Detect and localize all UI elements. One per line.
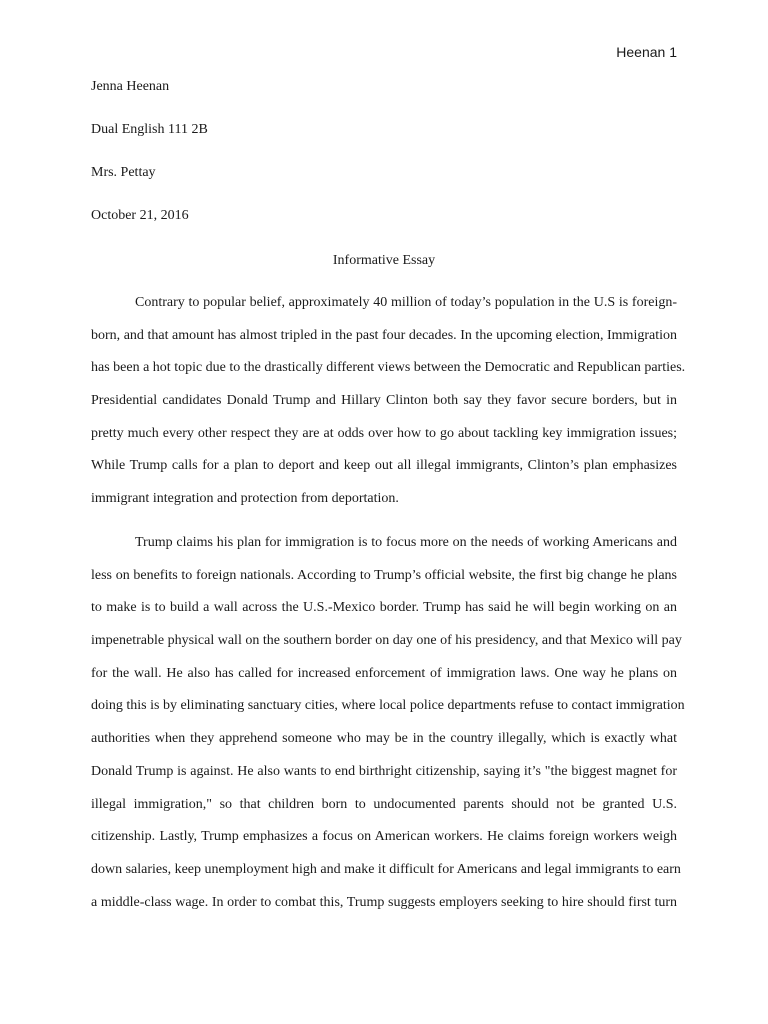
essay-title: Informative Essay xyxy=(332,253,436,268)
paragraph-line: Contrary to popular belief, approximately 40 million of today’s population in the U.S is foreign- xyxy=(135,295,677,310)
paragraph-line: impenetrable physical wall on the southern border on day one of his presidency, and that Mexico will pay xyxy=(91,633,682,649)
paragraph-line: a middle-class wage. In order to combat this, Trump suggests employers seeking to hire should first turn xyxy=(91,894,677,910)
paragraph-line: less on benefits to foreign nationals. According to Trump’s official website, the first big change he plans xyxy=(91,567,677,583)
paragraph-line: to make is to build a wall across the U.S.-Mexico border. Trump has said he will begin working on an xyxy=(91,600,677,616)
paragraph xyxy=(91,293,686,522)
paragraph-line: for the wall. He also has called for increased enforcement of immigration laws. One way he plans on xyxy=(91,665,677,681)
paragraph-line: Presidential candidates Donald Trump and Hillary Clinton both say they favor secure borders, but in xyxy=(91,393,677,409)
author-name: Jenna Heenan xyxy=(91,79,170,94)
paragraph-line: Trump claims his plan for immigration is to focus more on the needs of working Americans and xyxy=(135,535,677,550)
paragraph-line: doing this is by eliminating sanctuary cities, where local police departments refuse to contact immigration xyxy=(91,698,685,714)
paragraph-line: citizenship. Lastly, Trump emphasizes a focus on American workers. He claims foreign workers weigh xyxy=(91,829,677,845)
paragraph-line: pretty much every other respect they are at odds over how to go about tackling key immigration issues; xyxy=(91,425,677,441)
paragraph-line: While Trump calls for a plan to deport and keep out all illegal immigrants, Clinton’s plan emphasizes xyxy=(91,458,677,474)
paragraph-line: authorities when they apprehend someone who may be in the country illegally, which is exactly what xyxy=(91,731,677,747)
instructor-name: Mrs. Pettay xyxy=(91,165,156,180)
running-head: Heenan 1 xyxy=(616,44,677,60)
paragraph-line: has been a hot topic due to the drastically different views between the Democratic and Republican parties. xyxy=(91,360,686,376)
paragraph-line: immigrant integration and protection from deportation. xyxy=(91,491,399,507)
paragraph-line: illegal immigration," so that children born to undocumented parents should not be granted U.S. xyxy=(91,796,677,812)
course-name: Dual English 111 2B xyxy=(91,122,208,137)
essay-date: October 21, 2016 xyxy=(91,208,189,223)
paragraph xyxy=(91,533,685,925)
paragraph-line: Donald Trump is against. He also wants to end birthright citizenship, saying it’s "the biggest magnet for xyxy=(91,763,677,779)
paragraph-line: down salaries, keep unemployment high and make it difficult for Americans and legal immigrants to earn xyxy=(91,861,681,877)
mla-heading xyxy=(91,77,208,249)
paragraph-line: born, and that amount has almost tripled in the past four decades. In the upcoming election, Immigration xyxy=(91,327,677,343)
